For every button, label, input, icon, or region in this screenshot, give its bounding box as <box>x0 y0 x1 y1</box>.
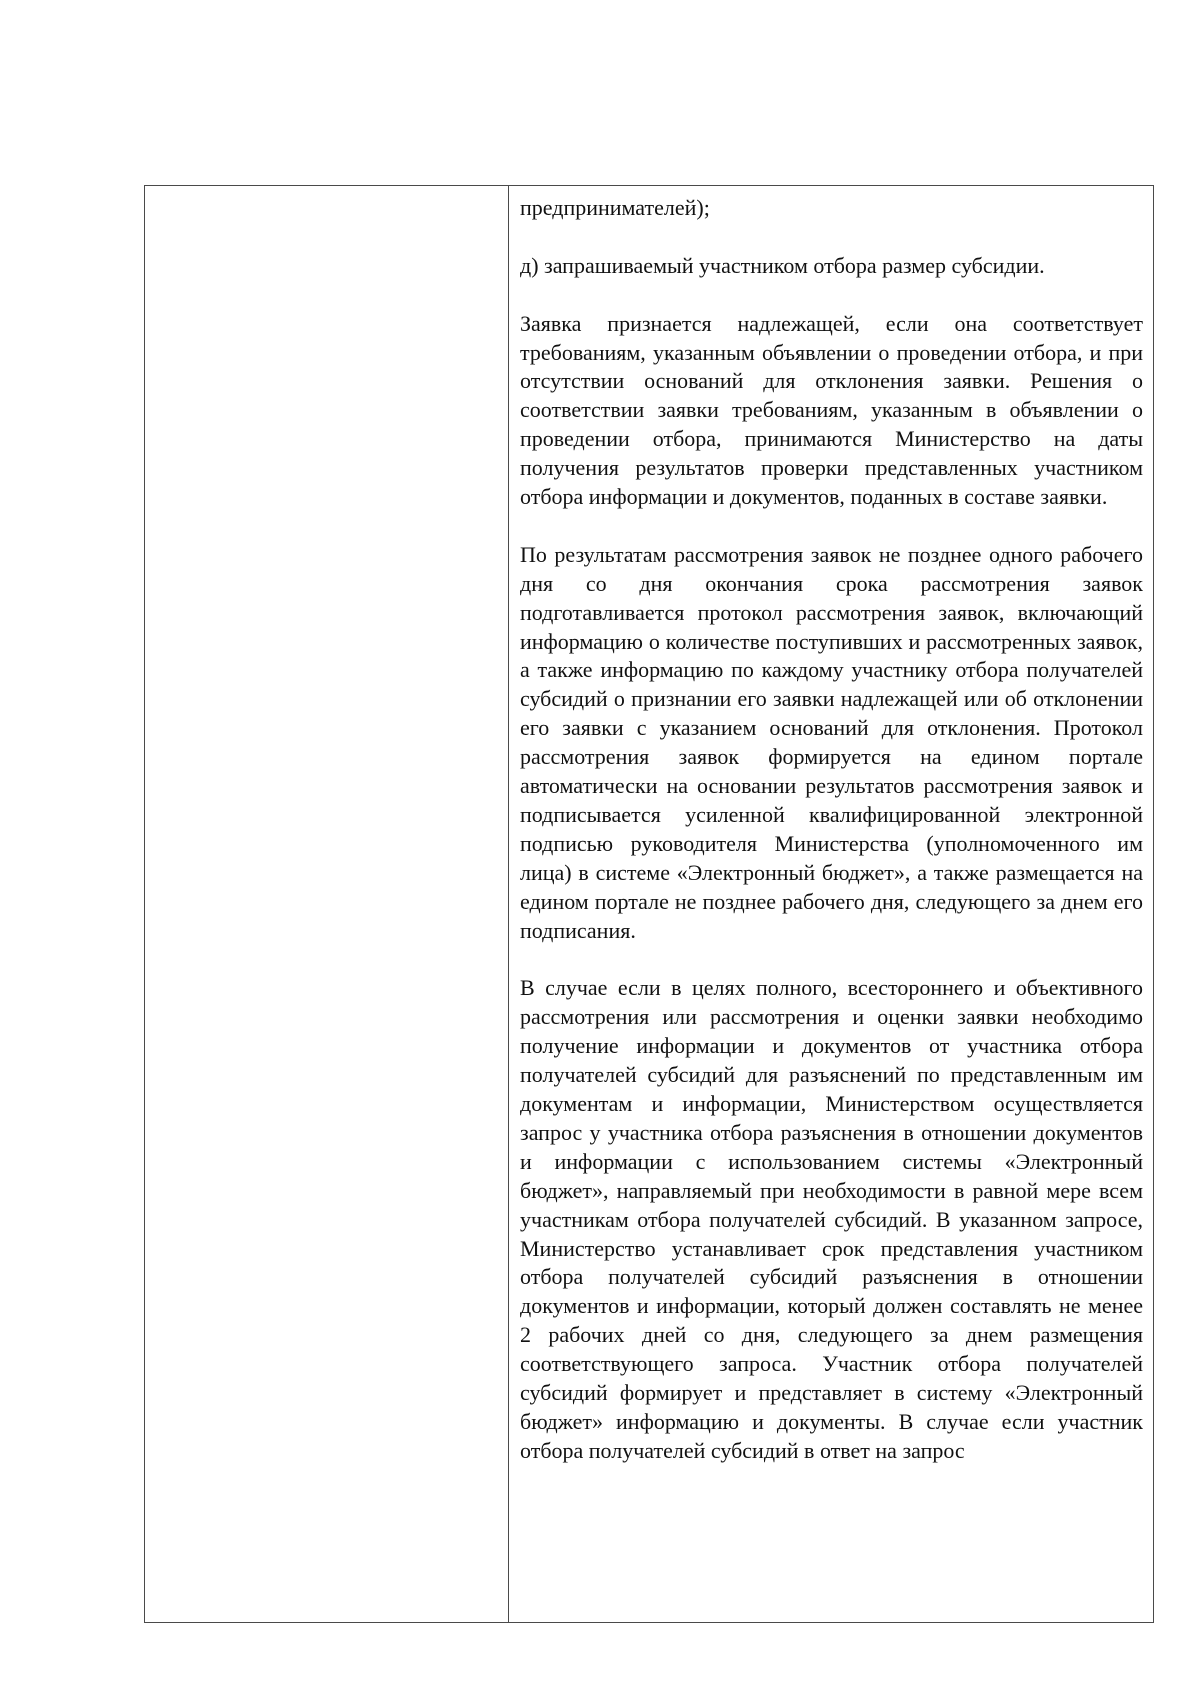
paragraph-clarification-request: В случае если в целях полного, всестороннего и объективного рассмотрения или рассмотрения и оценки заявки необходимо получение информации и документов от участника отбора получателей субсидий для разъяснений по представленным им документам и информации, Министерством осуществляется запрос у участника отбора разъяснения в отношении документов и информации с использованием системы «Электронный бюджет», направляемый при необходимости в равной мере всем участникам отбора получателей субсидий. В указанном запросе, Министерство устанавливает срок представления участником отбора получателей субсидий разъяснения в отношении документов и информации, который должен составлять не менее 2 рабочих дней со дня, следующего за днем размещения соответствующего запроса. Участник отбора получателей субсидий формирует и представляет в систему «Электронный бюджет» информацию и документы. В случае если участник отбора получателей субсидий в ответ на запрос <box>520 975 1143 1463</box>
table-right-column <box>509 186 1153 1622</box>
paragraph-review-protocol: По результатам рассмотрения заявок не позднее одного рабочего дня со дня окончания срока рассмотрения заявок подготавливается протокол рассмотрения заявок, включающий информацию о количестве поступивших и рассмотренных заявок, а также информацию по каждому участнику отбора получателей субсидий о признании его заявки надлежащей или об отклонении его заявки с указанием оснований для отклонения. Протокол рассмотрения заявок формируется на едином портале автоматически на основании результатов рассмотрения заявок и подписывается усиленной квалифицированной электронной подписью руководителя Министерства (уполномоченного им лица) в системе «Электронный бюджет», а также размещается на едином портале не позднее рабочего дня, следующего за днем его подписания. <box>520 541 1143 943</box>
paragraph-requested-subsidy: д) запрашиваемый участником отбора размер субсидии. <box>520 252 1045 278</box>
paragraph-application-proper: Заявка признается надлежащей, если она соответствует требованиям, указанным объявлении о проведении отбора, и при отсутствии оснований для отклонения заявки. Решения о соответствии заявки требованиям, указанным в объявлении о проведении отбора, принимаются Министерство на даты получения результатов проверки представленных участником отбора информации и документов, поданных в составе заявки. <box>520 310 1143 510</box>
document-table <box>144 185 1154 1623</box>
table-left-column <box>145 186 509 1622</box>
paragraph-entrepreneurs-tail: предпринимателей); <box>520 195 710 220</box>
